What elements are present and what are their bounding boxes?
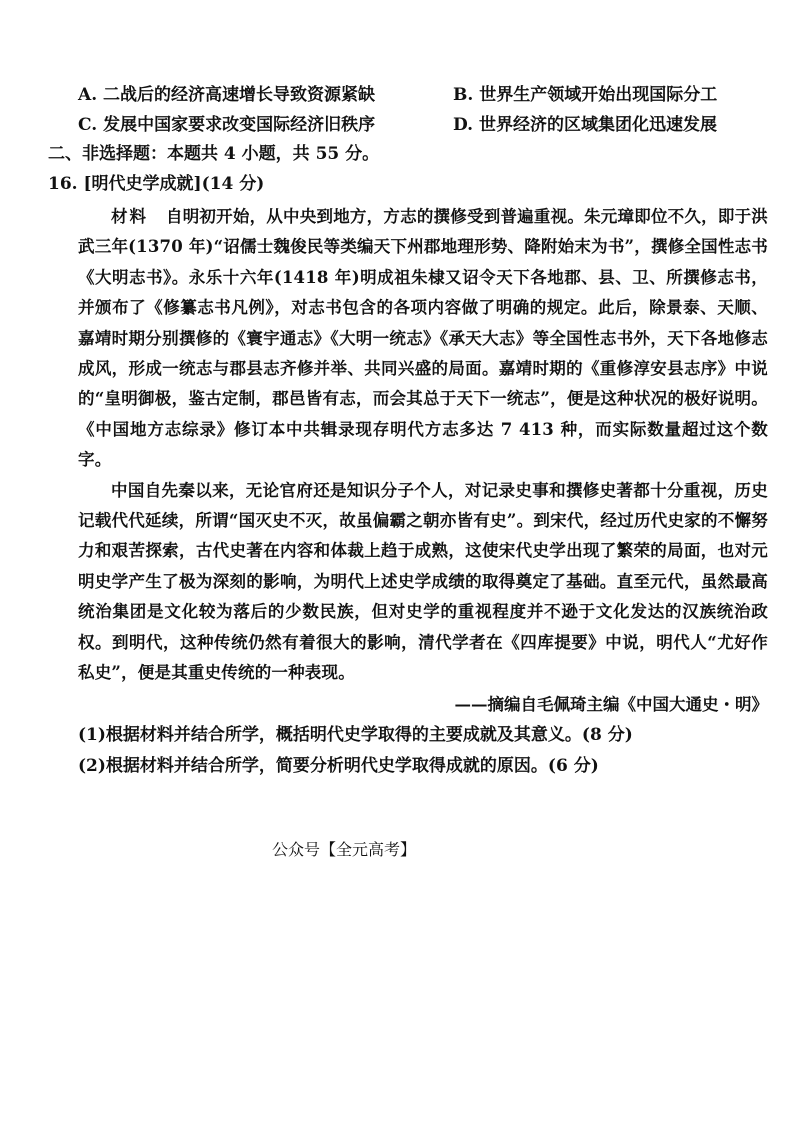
section-heading: 二、非选择题：本题共 4 小题，共 55 分。 [48, 144, 380, 164]
watermark-text: 公众号【全元高考】 [272, 840, 417, 859]
option-b: B. 世界生产领域开始出现国际分工 [453, 85, 718, 105]
options-row-1 [78, 80, 758, 110]
material-paragraph-2: 中国自先秦以来，无论官府还是知识分子个人，对记录史事和撰修史著都十分重视，历史记载代代延续，所谓“国灭史不灭，故虽偏霸之朝亦皆有史”。到宋代，经过历代史家的不懈努力和艰苦探索，古代史著在内容和体裁上趋于成熟，这使宋代史学出现了繁荣的局面，也对元明史学产生了极为深刻的影响，为明代上述史学成绩的取得奠定了基础。直至元代，虽然最高统治集团是文化较为落后的少数民族，但对史学的重视程度并不逊于文化发达的汉族统治政权。到明代，这种传统仍然有着很大的影响，清代学者在《四库提要》中说，明代人“尤好作私史”，便是其重史传统的一种表现。 [78, 480, 768, 683]
material-label: 材料 [111, 207, 149, 226]
option-a: A. 二战后的经济高速增长导致资源紧缺 [78, 85, 376, 105]
option-d: D. 世界经济的区域集团化迅速发展 [453, 115, 717, 135]
material-paragraph-1-text: 自明初开始，从中央到地方，方志的撰修受到普遍重视。朱元璋即位不久，即于洪武三年(1370 年)“诏儒士魏俊民等类编天下州郡地理形势、降附始末为书”，撰修全国性志书《大明志书》。永乐十六年(1418 年)明成祖朱棣又诏令天下各地郡、县、卫、所撰修志书，并颁布了《修纂志书凡例》，对志书包含的各项内容做了明确的规定。此后，除景泰、天顺、嘉靖时期分别撰修的《寰宇通志》《大明一统志》《承天大志》等全国性志书外，天下各地修志成风，形成一统志与郡县志齐修并举、共同兴盛的局面。嘉靖时期的《重修淳安县志序》中说的“皇明御极，鉴古定制，郡邑皆有志，而会其总于天下一统志”，便是这种状况的极好说明。《中国地方志综录》修订本中共辑录现存明代方志多达 7 413 种，而实际数量超过这个数字。 [78, 207, 769, 470]
multiple-choice-options [78, 80, 758, 140]
material-text [78, 202, 768, 689]
sub-question-2: (2)根据材料并结合所学，简要分析明代史学取得成就的原因。(6 分) [78, 756, 599, 776]
sub-questions [78, 720, 768, 782]
material-paragraph-1 [78, 202, 768, 476]
question-title: 16. [明代史学成就](14 分) [48, 174, 265, 194]
options-row-2 [78, 110, 758, 140]
option-c: C. 发展中国家要求改变国际经济旧秩序 [78, 115, 376, 135]
sub-question-1: (1)根据材料并结合所学，概括明代史学取得的主要成就及其意义。(8 分) [78, 725, 633, 745]
material-source: ——摘编自毛佩琦主编《中国大通史・明》 [454, 695, 768, 714]
